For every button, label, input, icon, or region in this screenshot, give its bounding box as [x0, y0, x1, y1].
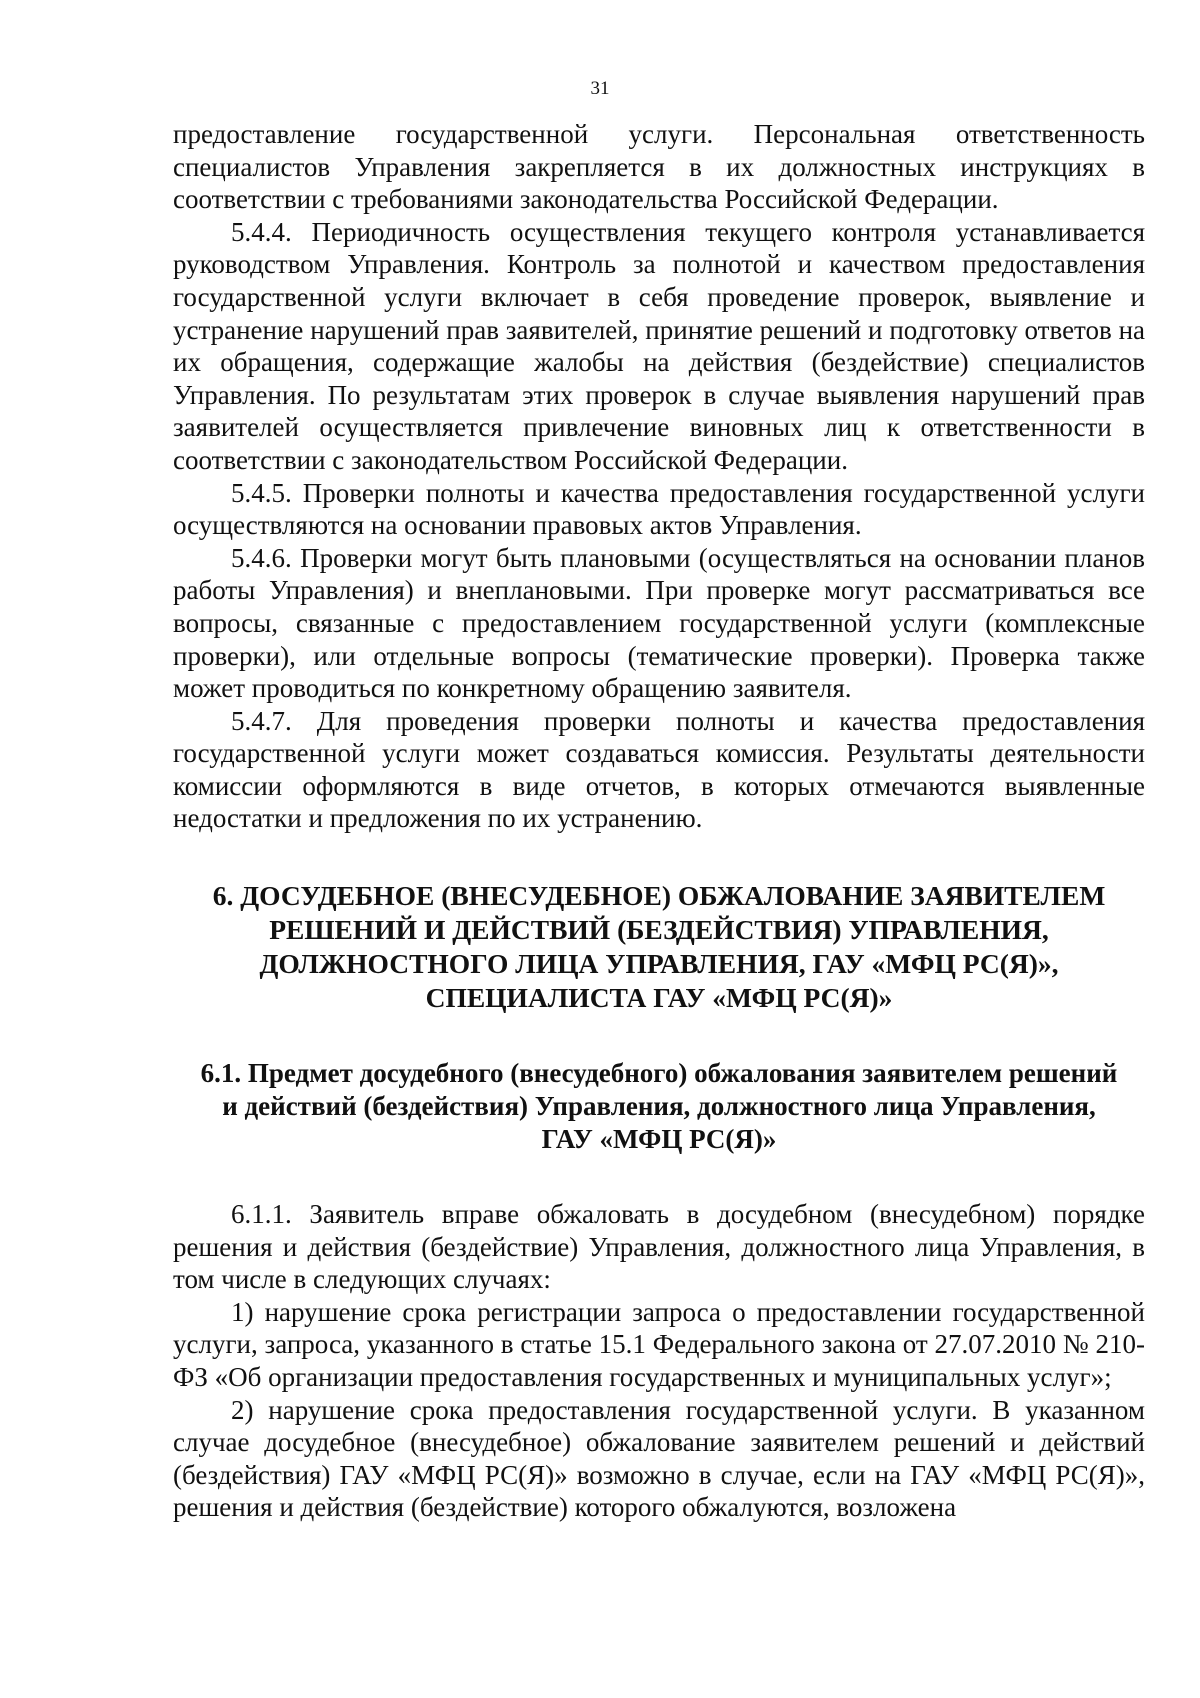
section-6-heading-line: СПЕЦИАЛИСТА ГАУ «МФЦ РС(Я)»: [425, 982, 893, 1014]
section-6-heading-line: ДОЛЖНОСТНОГО ЛИЦА УПРАВЛЕНИЯ, ГАУ «МФЦ РС(Я)»,: [259, 948, 1059, 980]
list-item-2: 2) нарушение срока предоставления государственной услуги. В указанном случае досудебное (внесудебное) обжалование заявителем решений и действий (бездействия) ГАУ «МФЦ РС(Я)» возможно в случае, если на ГАУ «МФЦ РС(Я)», решения и действия (бездействие) которого обжалуются, возложена: [173, 1394, 1145, 1523]
paragraph-5-4-7: 5.4.7. Для проведения проверки полноты и качества предоставления государственной услуги может создаваться комиссия. Результаты деятельности комиссии оформляются в виде отчетов, в которых отмечаются выявленные недостатки и предложения по их устранению.: [173, 705, 1145, 834]
page-content: [173, 118, 1145, 1524]
subsection-6-1-heading-line: ГАУ «МФЦ РС(Я)»: [541, 1124, 777, 1155]
section-6-heading-line: 6. ДОСУДЕБНОЕ (ВНЕСУДЕБНОЕ) ОБЖАЛОВАНИЕ ЗАЯВИТЕЛЕМ: [212, 880, 1106, 912]
subsection-6-1-heading: [173, 1057, 1145, 1156]
subsection-6-1-heading-line: 6.1. Предмет досудебного (внесудебного) обжалования заявителем решений: [200, 1058, 1118, 1089]
paragraph-5-4-4: 5.4.4. Периодичность осуществления текущего контроля устанавливается руководством Управления. Контроль за полнотой и качеством предоставления государственной услуги включает в себя проведение проверок, выявление и устранение нарушений прав заявителей, принятие решений и подготовку ответов на их обращения, содержащие жалобы на действия (бездействие) специалистов Управления. По результатам этих проверок в случае выявления нарушений прав заявителей осуществляется привлечение виновных лиц к ответственности в соответствии с законодательством Российской Федерации.: [173, 216, 1145, 475]
page-number: 31: [590, 78, 610, 99]
paragraph-5-4-6: 5.4.6. Проверки могут быть плановыми (осуществляться на основании планов работы Управления) и внеплановыми. При проверке могут рассматриваться все вопросы, связанные с предоставлением государственной услуги (комплексные проверки), или отдельные вопросы (тематические проверки). Проверка также может проводиться по конкретному обращению заявителя.: [173, 542, 1145, 704]
section-6-heading-line: РЕШЕНИЙ И ДЕЙСТВИЙ (БЕЗДЕЙСТВИЯ) УПРАВЛЕНИЯ,: [269, 914, 1049, 946]
paragraph-6-1-1: 6.1.1. Заявитель вправе обжаловать в досудебном (внесудебном) порядке решения и действия (бездействие) Управления, должностного лица Управления, в том числе в следующих случаях:: [173, 1199, 1145, 1295]
subsection-6-1-heading-line: и действий (бездействия) Управления, должностного лица Управления,: [222, 1091, 1096, 1122]
paragraph-continuation: предоставление государственной услуги. Персональная ответственность специалистов Управления закрепляется в их должностных инструкциях в соответствии с требованиями законодательства Российской Федерации.: [173, 119, 1145, 215]
paragraph-5-4-5: 5.4.5. Проверки полноты и качества предоставления государственной услуги осуществляются на основании правовых актов Управления.: [173, 477, 1145, 541]
list-item-1: 1) нарушение срока регистрации запроса о предоставлении государственной услуги, запроса, указанного в статье 15.1 Федерального закона от 27.07.2010 № 210-ФЗ «Об организации предоставления государственных и муниципальных услуг»;: [173, 1296, 1145, 1393]
section-6-heading: [173, 879, 1145, 1015]
